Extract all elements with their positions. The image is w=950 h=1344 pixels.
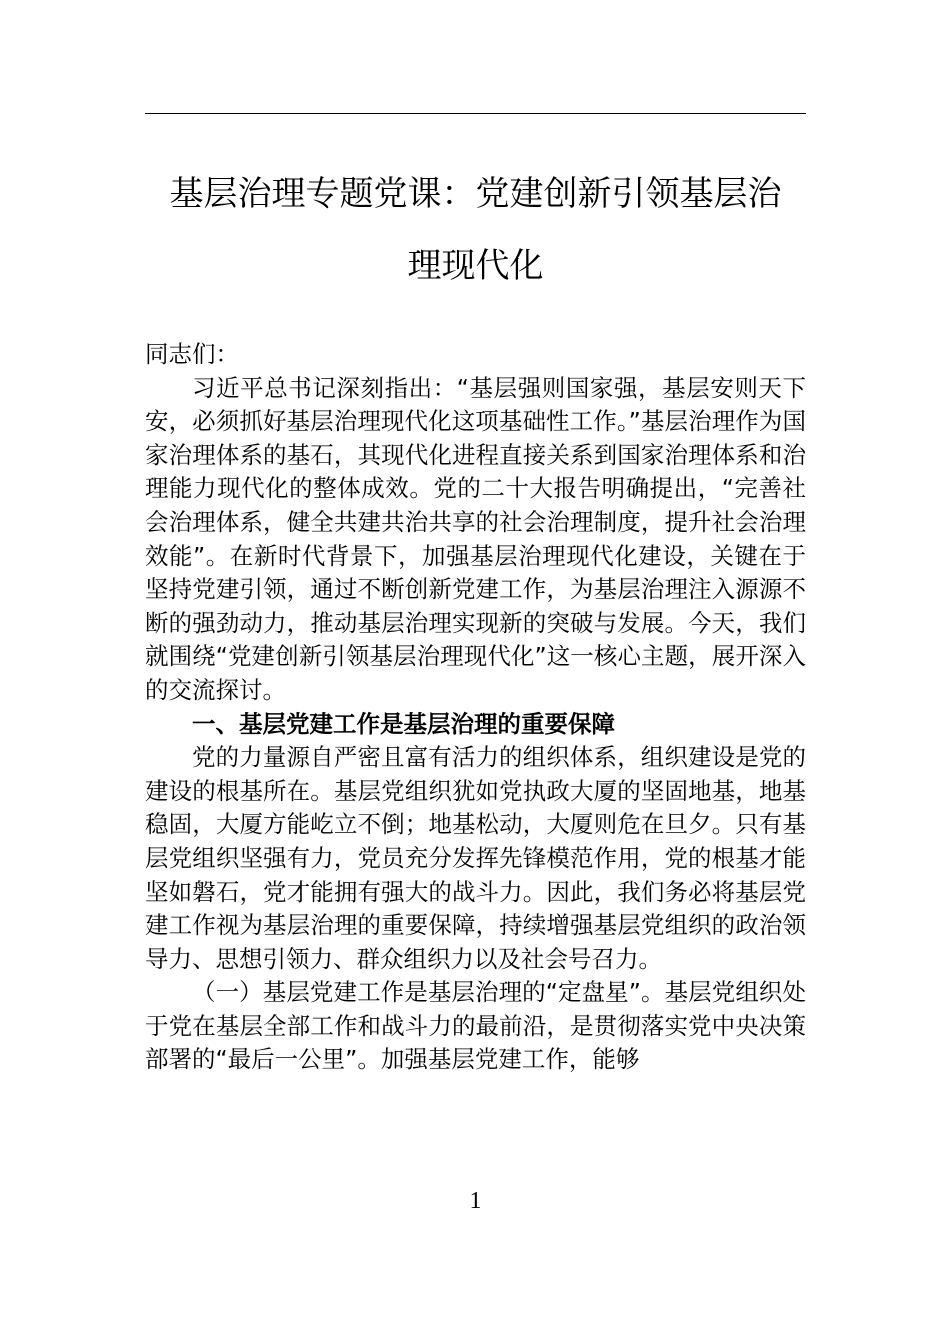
header-rule [145, 113, 806, 114]
document-title-line-2: 理现代化 [407, 246, 544, 286]
document-body [145, 338, 806, 1077]
paragraph-subsection-1: （一）基层党建工作是基层治理的“定盘星”。基层党组织处于党在基层全部工作和战斗力的最前沿，是贯彻落实党中央决策部署的“最后一公里”。加强基层党建工作，能够 [145, 978, 806, 1074]
page-number: 1 [469, 1188, 482, 1214]
document-title-line-1: 基层治理专题党课：党建创新引领基层治 [169, 174, 782, 214]
paragraph-section-1: 党的力量源自严密且富有活力的组织体系，组织建设是党的建设的根基所在。基层党组织犹如党执政大厦的坚固地基，地基稳固，大厦方能屹立不倒；地基松动，大厦则危在旦夕。只有基层党组织坚强有力，党员充分发挥先锋模范作用，党的根基才能坚如磐石，党才能拥有强大的战斗力。因此，我们务必将基层党建工作视为基层治理的重要保障，持续增强基层党组织的政治领导力、思想引领力、群众组织力以及社会号召力。 [145, 743, 806, 973]
section-heading: 一、基层党建工作是基层治理的重要保障 [192, 709, 615, 738]
salutation: 同志们： [145, 340, 239, 368]
paragraph-intro: 习近平总书记深刻指出：“基层强则国家强，基层安则天下安，必须抓好基层治理现代化这项基础性工作。”基层治理作为国家治理体系的基石，其现代化进程直接关系到国家治理体系和治理能力现代化的整体成效。党的二十大报告明确提出，“完善社会治理体系，健全共建共治共享的社会治理制度，提升社会治理效能”。在新时代背景下，加强基层治理现代化建设，关键在于坚持党建引领，通过不断创新党建工作，为基层治理注入源源不断的强劲动力，推动基层治理实现新的突破与发展。今天，我们就围绕“党建创新引领基层治理现代化”这一核心主题，展开深入的交流探讨。 [145, 373, 806, 704]
